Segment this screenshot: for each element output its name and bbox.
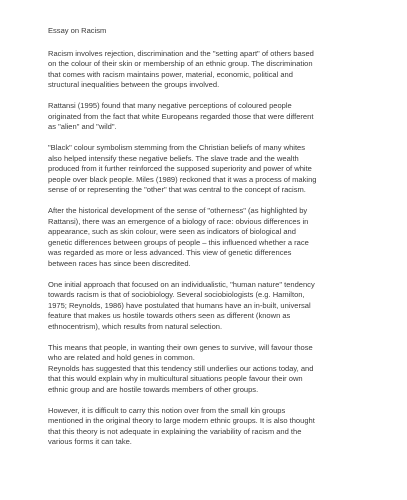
text-line: Racism involves rejection, discrimination and the "setting apart" of others based bbox=[48, 48, 314, 58]
text-line: genetic differences between groups of people – this influenced whether a race bbox=[48, 237, 309, 247]
text-line: ethnic group and are hostile towards members of other groups. bbox=[48, 384, 259, 394]
text-line: "Black" colour symbolism stemming from the Christian beliefs of many whites bbox=[48, 143, 306, 152]
text-line: feature that makes us hostile towards others seen as different (known as bbox=[48, 311, 291, 320]
text-line: as "alien" and "wild". bbox=[48, 122, 117, 131]
text-line: Rattansi), there was an emergence of a biology of race: obvious differences in bbox=[48, 216, 309, 226]
paragraph-6 bbox=[48, 343, 393, 364]
text-line: people over black people. Miles (1989) reckoned that it was a process of making bbox=[48, 174, 317, 184]
text-line: that this theory is not adequate in explaining the variability of racism and the bbox=[48, 426, 302, 436]
essay-title: Essay on Racism bbox=[48, 26, 107, 35]
text-line: 1975; Reynolds, 1986) have postulated that humans have an in-built, universal bbox=[48, 300, 311, 310]
text-line: that comes with racism maintains power, material, economic, political and bbox=[48, 69, 293, 79]
paragraph-3 bbox=[48, 143, 393, 196]
text-line: Rattansi (1995) found that many negative perceptions of coloured people bbox=[48, 101, 292, 110]
text-line: produced from it further reinforced the supposed superiority and power of white bbox=[48, 164, 312, 173]
paragraph-5 bbox=[48, 280, 393, 333]
paragraph-1 bbox=[48, 49, 393, 91]
text-line: This means that people, in wanting their own genes to survive, will favour those bbox=[48, 342, 313, 352]
text-line: originated from the fact that white Europeans regarded those that were different bbox=[48, 111, 314, 121]
text-line: was regarded as more or less advanced. This view of genetic differences bbox=[48, 248, 292, 257]
text-line: towards racism is that of sociobiology. Several sociobiologists (e.g. Hamilton, bbox=[48, 290, 305, 299]
paragraph-2 bbox=[48, 101, 393, 133]
text-line: also helped intensify these negative beliefs. The slave trade and the wealth bbox=[48, 153, 299, 163]
paragraph-7 bbox=[48, 364, 393, 396]
paragraph-8 bbox=[48, 406, 393, 448]
text-line: ethnocentrism), which results from natural selection. bbox=[48, 321, 223, 331]
text-line: appearance, such as skin colour, were seen as indicators of biological and bbox=[48, 227, 296, 236]
text-line: However, it is difficult to carry this notion over from the small kin groups bbox=[48, 405, 286, 415]
paragraph-4 bbox=[48, 206, 393, 269]
text-line: After the historical development of the sense of "otherness" (as highlighted by bbox=[48, 206, 308, 215]
text-line: on the colour of their skin or membership of an ethnic group. The discrimination bbox=[48, 59, 313, 68]
text-line: who are related and hold genes in common. bbox=[48, 353, 195, 362]
text-line: One initial approach that focused on an individualistic, "human nature" tendency bbox=[48, 279, 315, 289]
text-line: various forms it can take. bbox=[48, 437, 132, 446]
text-line: between races has since been discredited. bbox=[48, 258, 191, 268]
text-line: structural inequalities between the groups involved. bbox=[48, 80, 220, 89]
text-line: mentioned in the original theory to large modern ethnic groups. It is also thought bbox=[48, 416, 315, 425]
text-line: Reynolds has suggested that this tendency still underlies our actions today, and bbox=[48, 363, 314, 373]
text-line: that this would explain why in multicultural situations people favour their own bbox=[48, 374, 303, 383]
text-line: sense of or representing the "other" that was central to the concept of racism. bbox=[48, 185, 306, 194]
essay-body bbox=[48, 26, 393, 458]
